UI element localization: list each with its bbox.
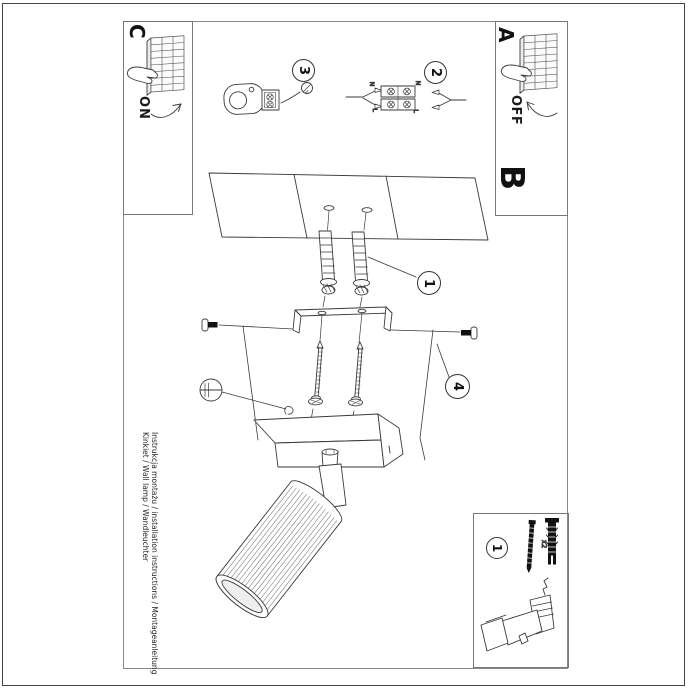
document-title xyxy=(140,432,159,675)
callout-1-leader xyxy=(368,257,416,277)
step-label-a: A xyxy=(494,27,518,43)
wire-label-n: N xyxy=(368,81,376,87)
switch-state-off: OFF xyxy=(508,95,523,126)
callout-3: 3 xyxy=(292,59,315,82)
screw-drawing xyxy=(349,342,364,406)
callout-2: 2 xyxy=(424,61,447,84)
title-line-1: Instrukcja montażu / installation instructions / Montageanleitung xyxy=(150,432,159,675)
bolt-icon xyxy=(391,327,477,339)
terminal-connection-drawing xyxy=(223,83,312,116)
wire-label-l: L xyxy=(371,108,379,112)
screw-drawing xyxy=(309,341,324,405)
wire-label-l: L xyxy=(412,109,420,113)
step-label-c: C xyxy=(125,24,149,39)
step-label-b: B xyxy=(493,165,532,191)
wall-anchor-icon xyxy=(352,232,370,295)
arrow-icon xyxy=(151,104,181,117)
parts-screw-icon xyxy=(525,520,536,573)
wire-connector-drawing xyxy=(346,86,466,110)
wall-section-drawing xyxy=(209,173,488,240)
callout-1: 1 xyxy=(417,271,441,295)
callout-parts-1: 1 xyxy=(486,537,508,559)
screwdriver-icon xyxy=(200,379,286,409)
mounting-bracket-drawing xyxy=(293,307,392,343)
screwdriver-shaft-icon xyxy=(281,92,300,103)
wall-anchor-icon xyxy=(319,231,337,294)
wire-label-n: N xyxy=(414,80,422,86)
quantity-label: x2 xyxy=(540,539,548,549)
earth-wire-icon xyxy=(285,406,293,414)
bolt-icon xyxy=(202,319,293,331)
switch-state-on: ON xyxy=(136,96,151,120)
callout-4: 4 xyxy=(445,374,470,399)
callout-4-leader xyxy=(437,344,449,377)
arrow-icon xyxy=(527,102,557,116)
drill-icon xyxy=(481,578,554,651)
title-line-2: Kinkiet / Wall lamp / Wandleuchter xyxy=(140,432,150,562)
